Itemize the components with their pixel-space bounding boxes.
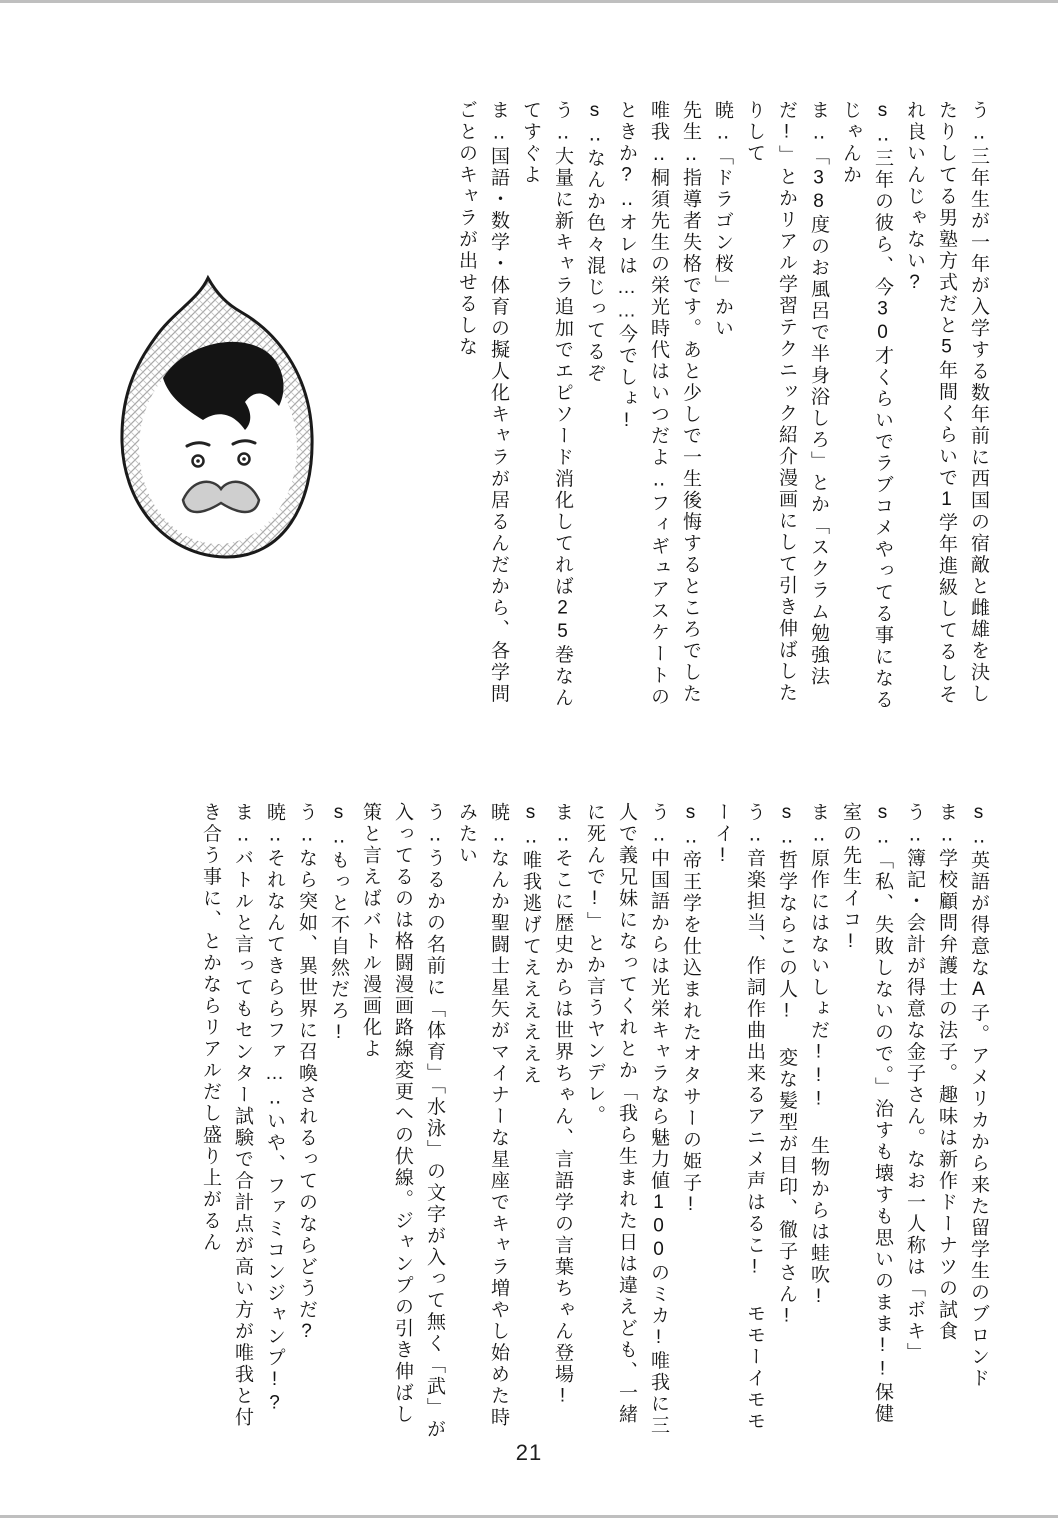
dialogue-line: s‥哲学ならこの人! 変な髪型が目印、徹子さん! <box>776 802 797 1329</box>
dialogue-line: 暁‥なんか聖闘士星矢がマイナーな星座でキャラ増やし始めた時みたい <box>456 802 509 1429</box>
dialogue-line: s‥もっと不自然だろ! <box>328 802 349 1046</box>
dialogue-line: ま‥学校顧問弁護士の法子。趣味は新作ドーナツの試食 <box>936 802 957 1343</box>
dialogue-line: ま‥バトルと言ってもセンター試験で合計点が高い方が唯我と付き合う事に、とかならリアルだし盛り上がるん <box>200 802 253 1429</box>
dialogue-line: s‥なんか色々混じってるぞ <box>584 100 605 385</box>
dialogue-line: ま‥原作にはないしょだ!!! 生物からは蛙吹! <box>808 802 829 1310</box>
dialogue-line: ま‥「38度のお風呂で半身浴しろ」とか「スクラム勉強法だ!」とかリアル学習テクニック紹介漫画にして引き伸ばしたりして <box>744 100 829 704</box>
dialogue-line: s‥「私、失敗しないので。」治すも壊すも思いのまま!!保健室の先生イコ! <box>840 802 893 1425</box>
dialogue-line: s‥唯我逃げてええええええ <box>520 802 541 1087</box>
dialogue-line: 唯我‥桐須先生の栄光時代はいつだよ‥フィギュアスケートのときか?‥オレは……今でしょ! <box>616 100 669 708</box>
bottom-dialogue-section <box>194 802 994 1444</box>
dialogue-line: 暁‥それなんてきららファ…‥いや、ファミコンジャンプ!? <box>264 802 285 1416</box>
dialogue-line: 暁‥「ドラゴン桜」かい <box>712 100 733 340</box>
dialogue-line: う‥うるかの名前に「体育」「水泳」の文字が入って無く「武」が入ってるのは格闘漫画路線変更への伏線。ジャンプの引き伸ばし策と言えばバトル漫画化よ <box>360 802 445 1441</box>
page-number: 21 <box>515 1440 543 1465</box>
balloon-head-shape <box>122 278 312 557</box>
dialogue-line: s‥三年の彼ら、今30才くらいでラブコメやってる事になるじゃんか <box>840 100 893 711</box>
dialogue-line: ま‥国語・数学・体育の擬人化キャラが居るんだから、各学問ごとのキャラが出せるしな <box>456 100 509 705</box>
top-dialogue-section <box>450 100 994 722</box>
doodle-face-svg <box>103 260 331 572</box>
dialogue-line: s‥英語が得意なA子。アメリカから来た留学生のブロンド <box>968 802 989 1390</box>
dialogue-line: う‥大量に新キャラ追加でエピソード消化してれば25巻なんてすぐよ <box>520 100 573 709</box>
dialogue-line: 先生‥指導者失格です。あと少しで一生後悔するところでした <box>680 100 701 705</box>
scan-edge-artifact-top <box>0 0 1058 3</box>
dialogue-line: う‥三年生が一年が入学する数年前に西国の宿敵と雌雄を決したりしてる男塾方式だと5年間くらいで1学年進級してるしそれ良いんじゃない? <box>904 100 989 706</box>
dialogue-line: う‥中国語からは光栄キャラなら魅力値100のミカ!唯我に三人で義兄妹になってくれとか「我ら生まれた日は違えども、一緒に死んで!」とか言うヤンデレ。 <box>584 802 669 1437</box>
dialogue-line: ま‥そこに歴史からは世界ちゃん、言語学の言葉ちゃん登場! <box>552 802 573 1409</box>
dialogue-line: う‥簿記・会計が得意な金子さん。なお一人称は「ボキ」 <box>904 802 925 1364</box>
dialogue-line: s‥帝王学を仕込まれたオタサーの姫子! <box>680 802 701 1218</box>
dialogue-line: う‥音楽担当、作詞作曲出来るアニメ声はるこ! モモーイモモーイ! <box>712 802 765 1433</box>
dialogue-line: う‥なら突如、異世界に召喚されるってのならどうだ? <box>296 802 317 1345</box>
doodle-face-illustration <box>103 260 331 572</box>
